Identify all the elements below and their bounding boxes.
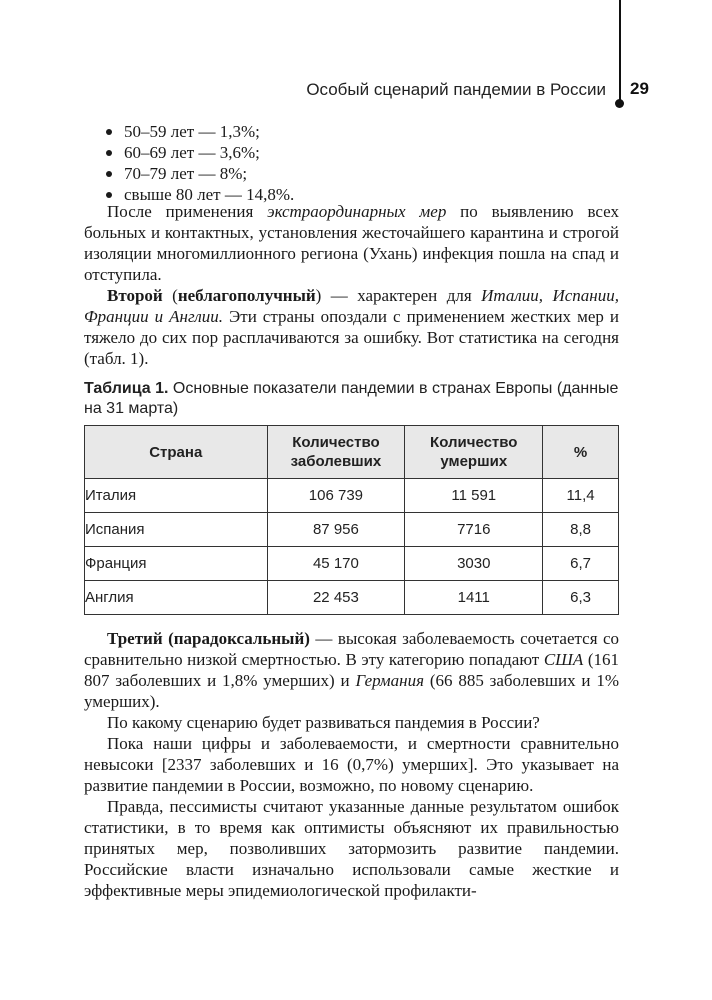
country-list: Италии, Испании, Франции и Англии. <box>84 286 619 326</box>
paragraph-third-scenario: Третий (парадоксальный) — высокая заболеваемость сочетается со сравнительно низкой смертностью. В эту категорию попадают США (161 807 заболевших и 1,8% умерших) и Германия (66 885 заболевших и 1% умерших). <box>84 629 620 711</box>
table-row <box>85 513 619 547</box>
cell-deaths: 11 591 <box>405 479 543 513</box>
header-rule-dot <box>615 99 624 108</box>
paragraph-russia-figures: Пока наши цифры и заболеваемости, и смертности сравнительно невысоки [2337 заболевших и 16 (0,7%) умерших]. Это указывает на развитие пандемии в России, возможно, по новому сценарию. <box>84 734 619 795</box>
table-caption-text: Основные показатели пандемии в странах Европы (данные на 31 марта) <box>84 380 619 417</box>
pandemic-stats-table <box>84 425 619 615</box>
cell-country: Италия <box>85 479 268 513</box>
bullet-icon <box>106 129 112 135</box>
country-name: Германия <box>355 670 424 690</box>
table-header-row <box>85 426 619 479</box>
table-row <box>85 547 619 581</box>
cell-deaths: 3030 <box>405 547 543 581</box>
column-header-deaths: Количество умерших <box>405 426 543 479</box>
cell-country: Испания <box>85 513 268 547</box>
bullet-icon <box>106 150 112 156</box>
table-row <box>85 581 619 615</box>
list-item-text: 70–79 лет — 8%; <box>124 164 248 183</box>
list-item <box>104 142 294 163</box>
cell-deaths: 1411 <box>405 581 543 615</box>
running-header-title: Особый сценарий пандемии в России <box>306 80 606 99</box>
list-item-text: 60–69 лет — 3,6%; <box>124 143 260 162</box>
paragraph-first-scenario-outcome: После применения экстраординарных мер по выявлению всех больных и контактных, установления жесточайшего карантина и строгой изоляции многомиллионного региона (Ухань) инфекция пошла на спад и отступила. <box>84 202 619 284</box>
cell-cases: 87 956 <box>267 513 405 547</box>
bullet-icon <box>106 171 112 177</box>
cell-country: Англия <box>85 581 268 615</box>
cell-percent: 6,3 <box>543 581 619 615</box>
scenario-term: Третий (парадоксальный) <box>107 629 310 648</box>
cell-percent: 6,7 <box>543 547 619 581</box>
list-item <box>104 163 294 184</box>
emphasis-text: экстраординарных мер <box>267 202 447 221</box>
table-caption <box>84 379 624 419</box>
table-row <box>85 479 619 513</box>
scenario-qualifier: неблагополучный <box>177 286 316 305</box>
country-name: США <box>543 649 584 669</box>
cell-cases: 22 453 <box>267 581 405 615</box>
paragraph-second-scenario: Второй (неблагополучный) — характерен для Италии, Испании, Франции и Англии. Эти страны опоздали с применением жестких мер и тяжело до сих пор расплачиваются за ошибку. Вот статистика на сегодня (табл. 1). <box>84 286 619 368</box>
bullet-icon <box>106 192 112 198</box>
table-caption-label: Таблица 1. <box>84 380 169 397</box>
cell-percent: 8,8 <box>543 513 619 547</box>
list-item-text: свыше 80 лет — 14,8%. <box>124 185 295 204</box>
cell-country: Франция <box>85 547 268 581</box>
scenario-term: Второй <box>107 286 163 305</box>
paragraph-question: По какому сценарию будет развиваться пандемия в России? <box>107 713 540 732</box>
list-item <box>104 121 294 142</box>
cell-cases: 106 739 <box>267 479 405 513</box>
column-header-percent: % <box>543 426 619 479</box>
header-rule <box>619 0 621 102</box>
page-number: 29 <box>630 79 649 98</box>
column-header-country: Страна <box>85 426 268 479</box>
column-header-cases: Количество заболевших <box>267 426 405 479</box>
cell-cases: 45 170 <box>267 547 405 581</box>
paragraph-opinions: Правда, пессимисты считают указанные данные результатом ошибок статистики, в то время как оптимисты объясняют их правильностью принятых мер, позволивших затормозить развитие пандемии. Российские власти изначально использовали самые жесткие и эффективные меры эпидемиологической профилакти- <box>84 797 619 900</box>
age-mortality-list <box>104 121 294 205</box>
cell-deaths: 7716 <box>405 513 543 547</box>
cell-percent: 11,4 <box>543 479 619 513</box>
list-item-text: 50–59 лет — 1,3%; <box>124 122 260 141</box>
